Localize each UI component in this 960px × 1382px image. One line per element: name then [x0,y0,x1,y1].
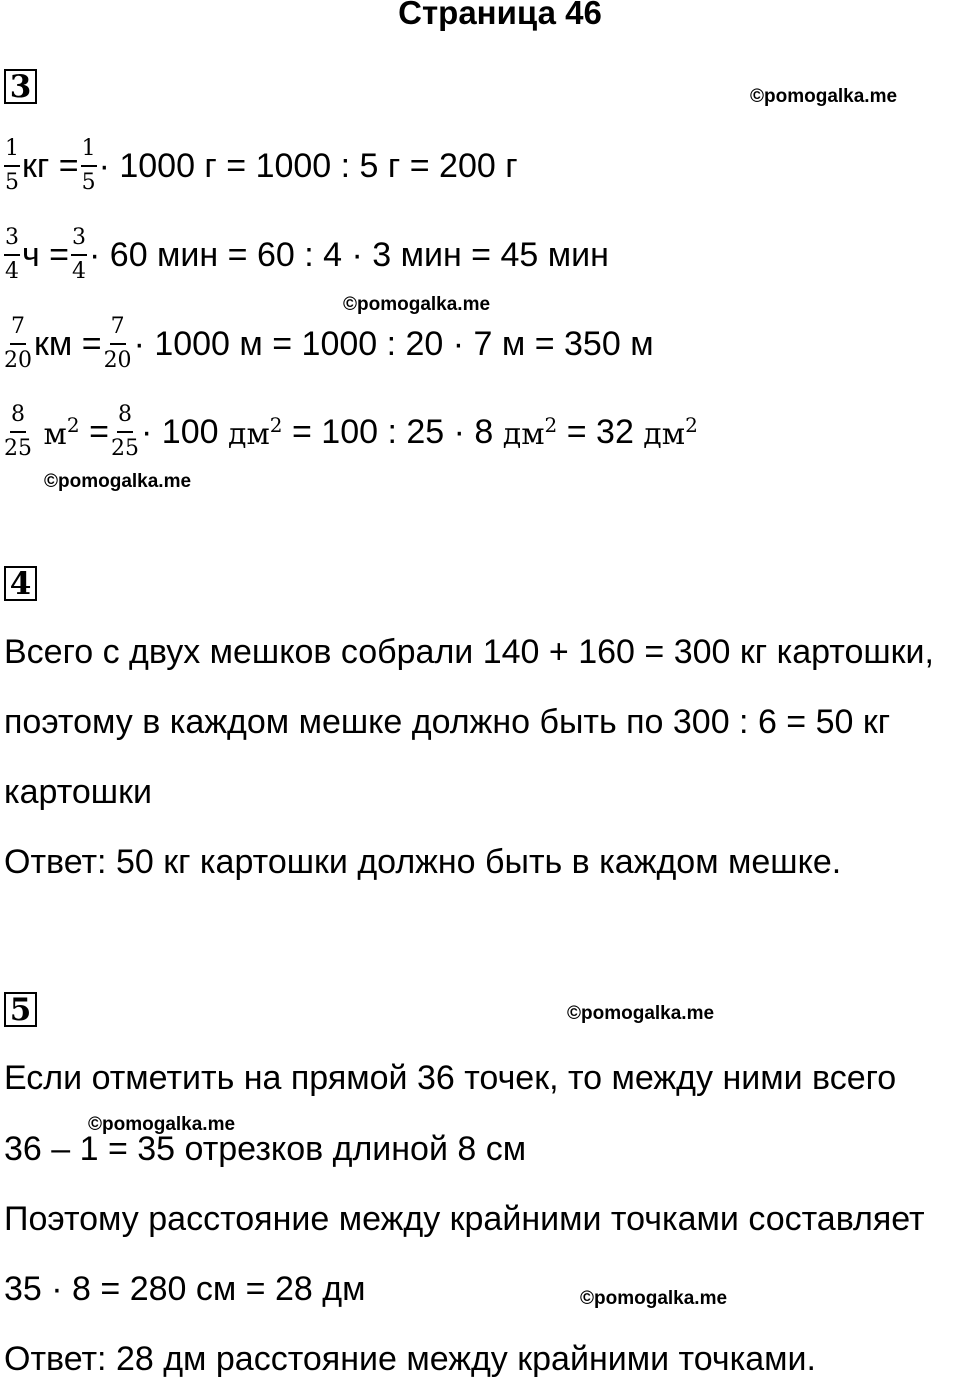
equation-row-4 [2,397,698,467]
unit-dm2: $дм^2$ [227,412,283,452]
equation-text: = [89,412,110,451]
task-5-number: 5 [4,992,37,1027]
fraction: $\frac{7}{20}$ [103,314,132,373]
watermark-6: ©pomogalka.me [580,1288,728,1309]
equation-text: · 1000 г = 1000 : 5 г = 200 г [98,146,518,185]
fraction: $\frac{1}{5}$ [5,136,19,195]
watermark-5: ©pomogalka.me [88,1114,236,1135]
fraction: $\frac{8}{25}$ [111,402,140,461]
answer-line: Ответ: 28 дм расстояние между крайними точками. [4,1340,816,1378]
task-3-number: 3 [4,69,37,104]
equation-text: = 32 [557,412,644,451]
equation-text: = 100 : 25 · 8 [282,412,503,451]
equation-row-3 [2,309,654,379]
equation-text: км = [34,324,102,363]
equation-text: кг = [22,146,79,185]
fraction: $\frac{8}{25}$ [4,402,32,461]
text-line: 35 · 8 = 280 см = 28 дм [4,1270,366,1308]
fraction: $\frac{3}{4}$ [72,225,87,284]
task-4-number: 4 [4,566,37,601]
unit-dm2: $дм^2$ [502,412,558,452]
equation-text: · 100 [141,412,228,451]
text-line: 36 – 1 = 35 отрезков длиной 8 см [4,1130,527,1168]
text-line: Если отметить на прямой 36 точек, то между ними всего [4,1059,897,1097]
equation-row-1 [2,131,518,201]
fraction: $\frac{1}{5}$ [81,136,96,195]
equation-text: · 1000 м = 1000 : 20 · 7 м = 350 м [133,324,654,363]
watermark-4: ©pomogalka.me [567,1003,715,1024]
unit-dm2: $дм^2$ [643,412,698,452]
text-line: Поэтому расстояние между крайними точками составляет [4,1200,925,1238]
fraction: $\frac{3}{4}$ [5,225,19,284]
fraction: $\frac{7}{20}$ [4,314,32,373]
watermark-3: ©pomogalka.me [44,471,192,492]
equation-text: ч = [22,235,70,274]
page-title: Страница 46 [398,0,602,31]
watermark-2: ©pomogalka.me [343,294,491,315]
answer-line: Ответ: 50 кг картошки должно быть в каждом мешке. [4,843,842,881]
text-line: картошки [4,773,152,811]
equation-text: · 60 мин = 60 : 4 · 3 мин = 45 мин [89,235,609,274]
unit-m2: $м^2$ [43,412,80,452]
text-line: поэтому в каждом мешке должно быть по 300 : 6 = 50 кг [4,703,891,741]
watermark-1: ©pomogalka.me [750,86,898,107]
text-line: Всего с двух мешков собрали 140 + 160 = 300 кг картошки, [4,633,934,671]
equation-row-2 [2,220,609,290]
